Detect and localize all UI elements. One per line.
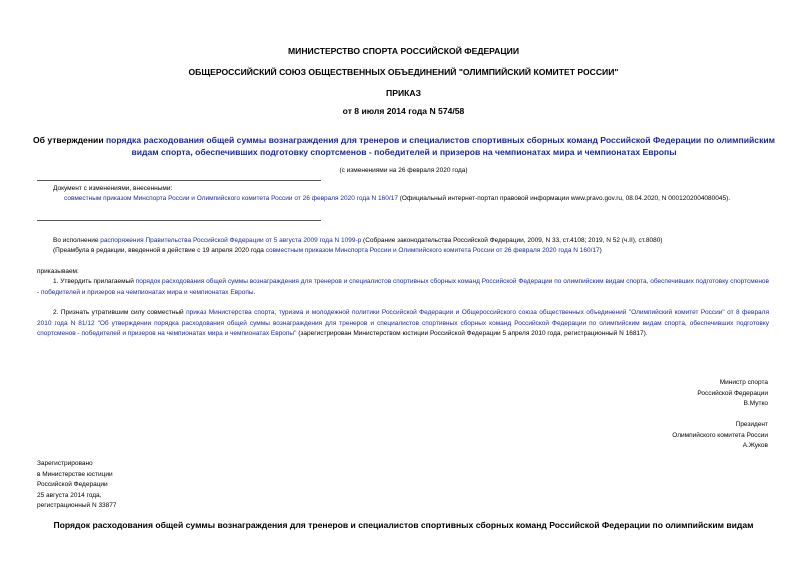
document-type: ПРИКАЗ — [386, 88, 421, 98]
preamble-note-prefix: (Преамбула в редакции, введенной в действие с 19 апреля 2020 года — [53, 247, 266, 254]
order-word: приказываем: — [37, 268, 79, 275]
item-1-prefix: 1. Утвердить прилагаемый — [53, 278, 136, 285]
signature-minister-name: В.Мутко — [743, 400, 768, 407]
item-2 — [37, 308, 769, 340]
title-prefix: Об утверждении — [32, 135, 106, 145]
signature-president-title: Президент — [735, 421, 768, 428]
signature-president-name: А.Жуков — [742, 442, 768, 449]
item-1-link[interactable]: порядок расходования общей суммы вознаграждения для тренеров и специалистов спортивных сборных команд Российской Федерации по олимпийским видам спорта, обеспечивших подготовку спортсменов - победителей и призеров на чемпионатах мира и чемпионатах Европы — [37, 278, 769, 296]
amendments-intro: Документ с изменениями, внесенными: — [53, 185, 173, 192]
preamble-tail: (Собрание законодательства Российской Федерации, 2009, N 33, ст.4108; 2019, N 52 (ч.II), ст.8080) — [361, 237, 663, 244]
item-1-tail: . — [253, 288, 256, 296]
item-2-tail: (зарегистрирован Министерством юстиции Российской Федерации 5 апреля 2010 года, регистрационный N 16817). — [296, 330, 648, 337]
preamble-note — [53, 246, 777, 257]
registration-block — [37, 459, 257, 512]
preamble-link[interactable]: распоряжения Правительства Российской Федерации от 5 августа 2009 года N 1099-р — [100, 237, 362, 244]
registration-line-4: 25 августа 2014 года, — [37, 491, 102, 499]
registration-line-2: в Министерстве юстиции — [37, 470, 113, 478]
divider-bottom — [37, 220, 321, 221]
amendments-tail: (Официальный интернет-портал правовой информации www.pravo.gov.ru, 08.04.2020, N 0001202004080045). — [397, 195, 731, 202]
registration-line-5: регистрационный N 33877 — [37, 502, 117, 509]
document-date: от 8 июля 2014 года N 574/58 — [342, 106, 465, 116]
signature-minister — [560, 378, 768, 410]
title-link[interactable]: порядка расходования общей суммы вознаграждения для тренеров и специалистов спортивных сборных команд Российской Федерации по олимпийским видам спорта, обеспечивших подготовку спортсменов - победителей и призеров на чемпионатах мира и чемпионатах Европы — [105, 135, 776, 157]
preamble-note-link[interactable]: совместным приказом Минспорта России и Олимпийского комитета России от 26 февраля 2020 года N 160/17 — [265, 247, 600, 254]
signature-president-org: Олимпийского комитета России — [672, 431, 768, 439]
preamble — [37, 236, 777, 247]
changes-note: (с изменениями на 26 февраля 2020 года) — [339, 167, 468, 174]
signature-minister-title: Министр спорта — [719, 379, 768, 386]
registration-line-1: Зарегистрировано — [37, 460, 93, 467]
signature-minister-country: Российской Федерации — [697, 389, 768, 397]
annex-title: Порядок расходования общей суммы вознаграждения для тренеров и специалистов спортивных сборных команд Российской Федерации по олимпийским видам — [53, 520, 754, 530]
amendments-text — [53, 194, 769, 205]
registration-line-3: Российской Федерации — [37, 481, 108, 488]
item-2-link[interactable]: приказ Министерства спорта, туризма и молодежной политики Российской Федерации и Общероссийского союза общественных объединений "Олимпийский комитет России" от 8 февраля 2010 года N 81/12 "Об утверждении порядка расходования общей суммы вознаграждения для тренеров и специалистов спортивных сборных команд Российской Федерации по олимпийским видам спорта, обеспечивших подготовку спортсменов - победителей и призеров на чемпионатах мира и чемпионатах Европы" — [37, 309, 769, 337]
document-title — [24, 134, 784, 158]
amendments-link[interactable]: совместным приказом Минспорта России и Олимпийского комитета России от 26 февраля 2020 года N 160/17 — [64, 195, 398, 202]
preamble-note-tail: ) — [599, 247, 602, 254]
preamble-prefix: Во исполнение — [53, 237, 101, 244]
signature-president — [560, 420, 768, 452]
item-2-prefix: 2. Признать утратившим силу совместный — [53, 309, 187, 316]
item-1 — [37, 277, 769, 298]
ministry-heading: МИНИСТЕРСТВО СПОРТА РОССИЙСКОЙ ФЕДЕРАЦИИ — [287, 46, 519, 56]
divider-top — [37, 180, 321, 181]
committee-heading: ОБЩЕРОССИЙСКИЙ СОЮЗ ОБЩЕСТВЕННЫХ ОБЪЕДИНЕНИЙ "ОЛИМПИЙСКИЙ КОМИТЕТ РОССИИ" — [188, 67, 619, 77]
